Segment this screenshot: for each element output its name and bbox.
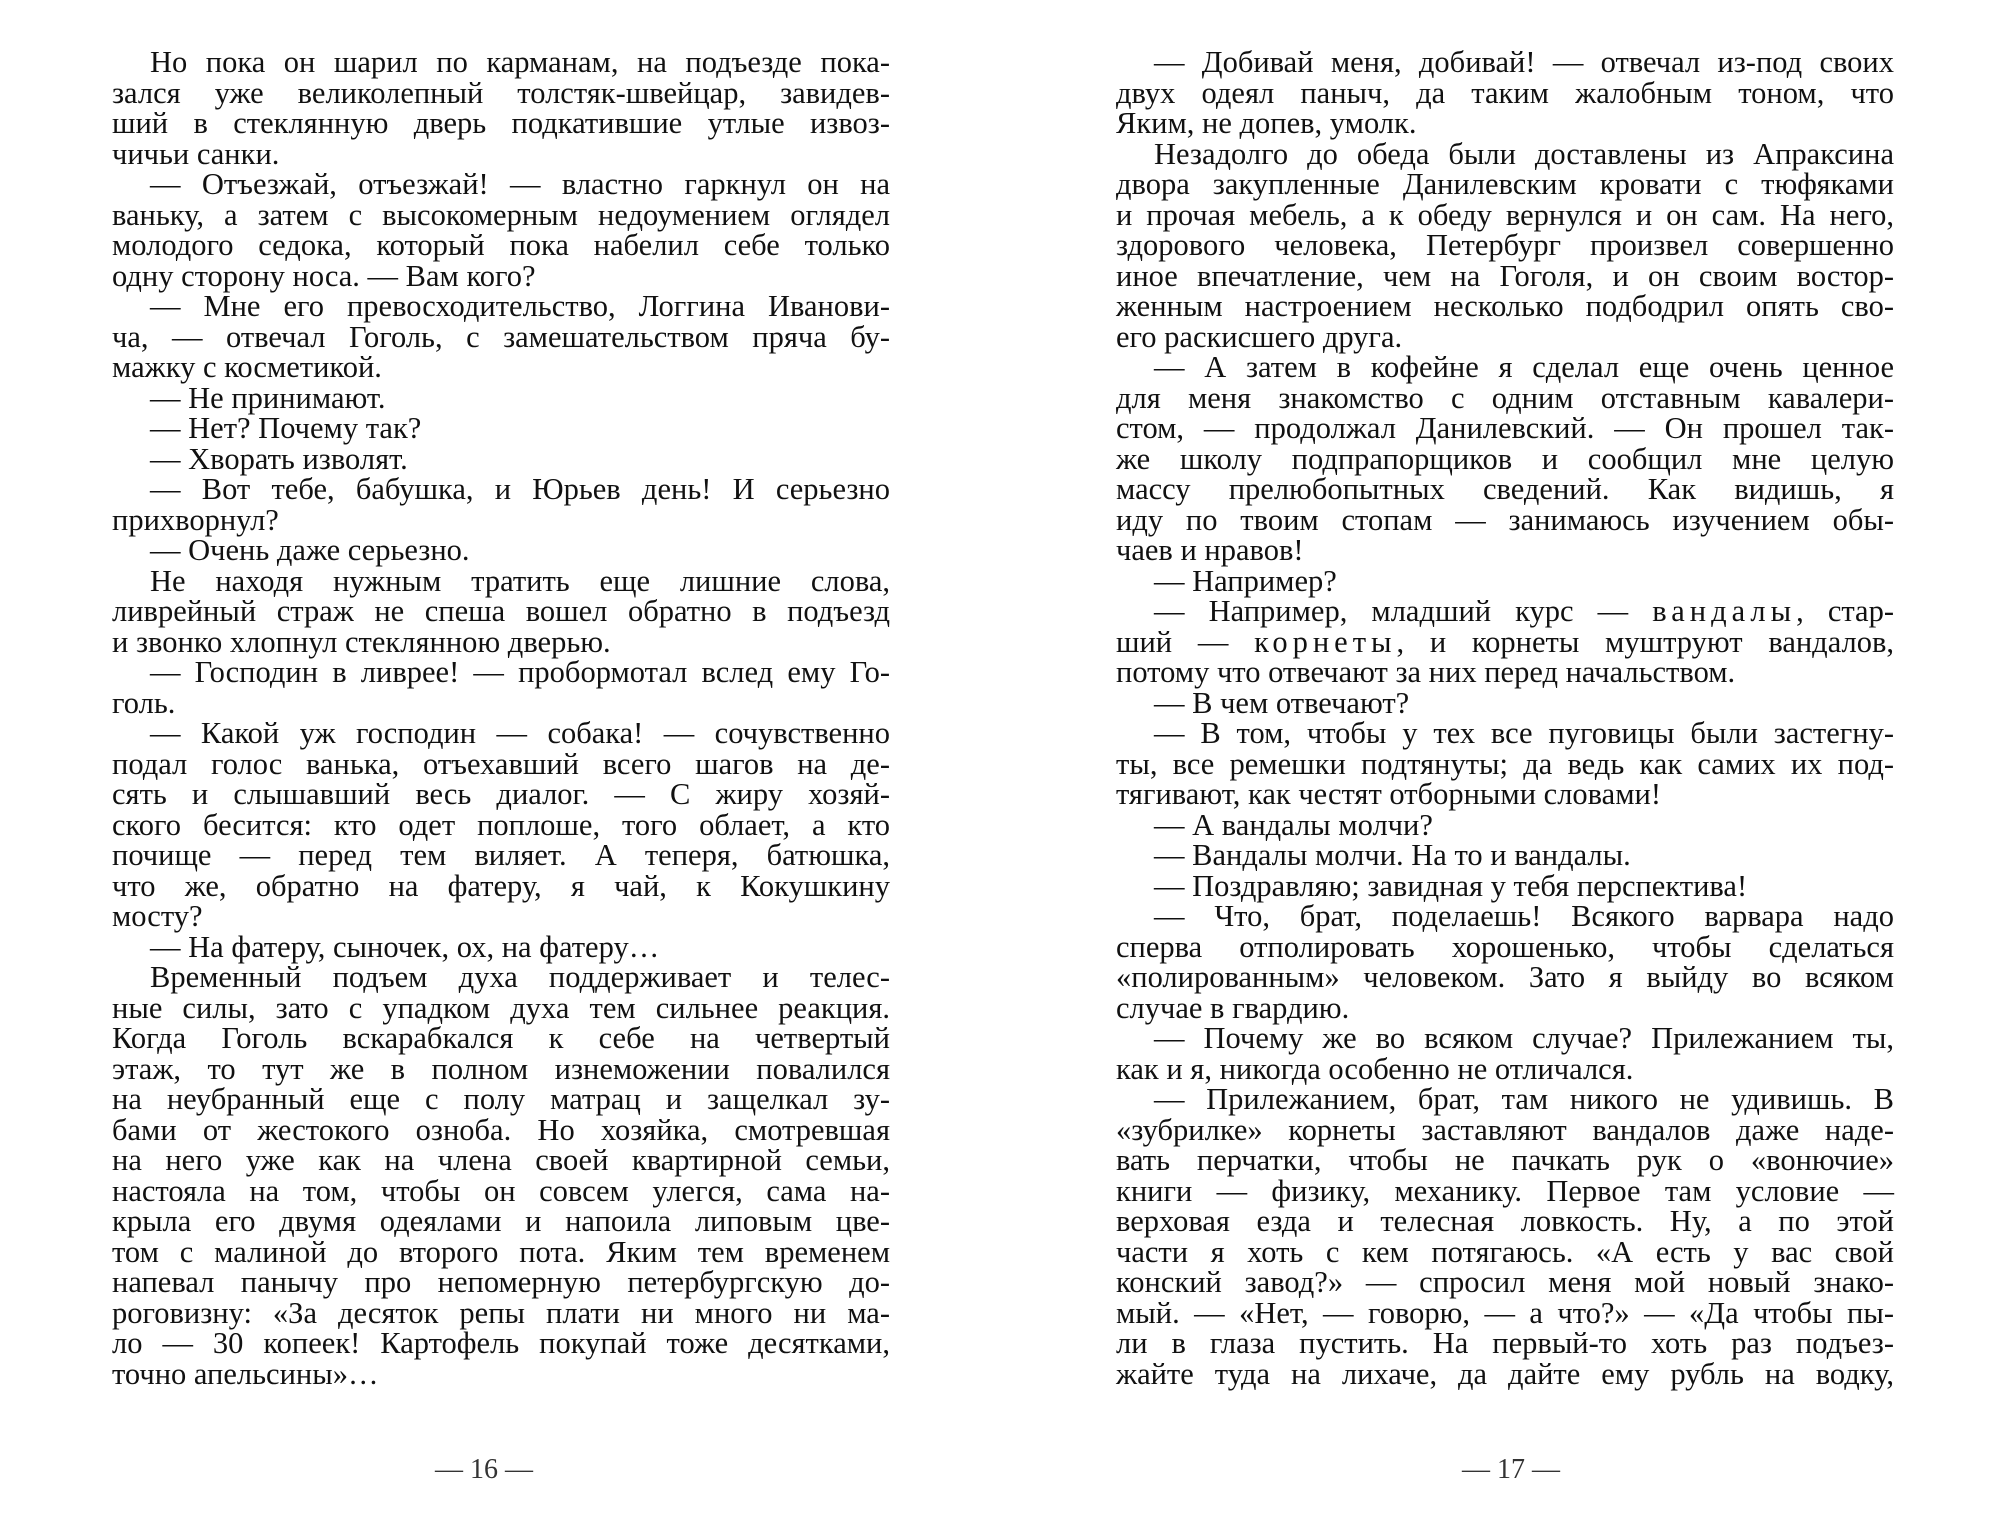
text-line: — Поздравляю; завидная у тебя перспектива!	[1154, 868, 1748, 903]
text-line: — Что, брат, поделаешь! Всякого варвара надо	[1154, 899, 1894, 933]
text-line: молодого седока, который пока набелил себе только	[112, 228, 890, 262]
text-line: — Вот тебе, бабушка, и Юрьев день! И серьезно	[150, 472, 890, 506]
text-line: ло — 30 копеек! Картофель покупай тоже десятками,	[112, 1326, 890, 1360]
text-line: части я хоть с кем потягаюсь. «А есть у вас свой	[1116, 1234, 1894, 1269]
text-line: ший — корнеты, и корнеты муштруют вандалов,	[1116, 624, 1894, 659]
text-line: Яким, не допев, умолк.	[1116, 106, 1417, 140]
text-line: на неубранный еще с полу матрац и защелкал зу-	[112, 1082, 890, 1116]
text-line: одну сторону носа. — Вам кого?	[112, 258, 536, 293]
text-line: подал голос ванька, отъехавший всего шагов на де-	[112, 746, 890, 781]
text-line: — В том, чтобы у тех все пуговицы были застегну-	[1154, 716, 1894, 750]
text-line: «полированным» человеком. Зато я выйду во всяком	[1116, 960, 1894, 994]
text-line: — В чем отвечают?	[1154, 685, 1410, 720]
text-line: иное впечатление, чем на Гоголя, и он своим востор-	[1116, 258, 1894, 293]
text-line: бами от жестокого озноба. Но хозяйка, смотревшая	[112, 1112, 890, 1147]
spaced-word: корнеты	[1254, 624, 1397, 659]
spaced-word: вандалы	[1652, 594, 1797, 628]
text-line: чаев и нравов!	[1116, 533, 1304, 567]
text-line: — Не принимают.	[150, 380, 386, 415]
text-line: книги — физику, механику. Первое там условие —	[1116, 1173, 1894, 1208]
text-line: сять и слышавший весь диалог. — С жиру хозяй-	[112, 777, 890, 811]
page-number-left: — 16 —	[435, 1454, 533, 1485]
text-line: роговизну: «За десяток репы плати ни много ни ма-	[112, 1295, 890, 1330]
text-line: — Отъезжай, отъезжай! — властно гаркнул он на	[150, 167, 890, 201]
text-line: — Какой уж господин — собака! — сочувственно	[150, 716, 890, 750]
text-line: женным настроением несколько подбодрил опять сво-	[1116, 289, 1894, 323]
text-line: настояла на том, чтобы он совсем улегся, сама на-	[112, 1173, 890, 1208]
text-line: ли в глаза пустить. На первый-то хоть раз подъез-	[1116, 1326, 1894, 1360]
text-line: вать перчатки, чтобы не пачкать рук о «вонючие»	[1116, 1143, 1894, 1177]
text-line: Когда Гоголь вскарабкался к себе на четвертый	[112, 1021, 890, 1055]
text-line: ваньку, а затем с высокомерным недоумением оглядел	[112, 197, 890, 232]
text-line: — Очень даже серьезно.	[150, 533, 470, 567]
text-line: — Господин в ливрее! — пробормотал вслед ему Го-	[150, 655, 890, 689]
page-number-right: — 17 —	[1462, 1454, 1560, 1485]
text-line: ского бесится: кто одет поплоше, того облает, а кто	[112, 807, 890, 842]
text-line: на него уже как на члена своей квартирной семьи,	[112, 1143, 890, 1177]
text-line: ные силы, зато с упадком духа тем сильнее реакция.	[112, 990, 890, 1025]
text-line: — Например, младший курс — вандалы, стар-	[1154, 594, 1894, 628]
text-line: же школу подпрапорщиков и сообщил мне целую	[1116, 441, 1894, 476]
text-line: верховая езда и телесная ловкость. Ну, а по этой	[1116, 1204, 1894, 1238]
text-line: ча, — отвечал Гоголь, с замешательством пряча бу-	[112, 319, 890, 354]
text-line: иду по твоим стопам — занимаюсь изучением обы-	[1116, 502, 1894, 537]
text-line: Временный подъем духа поддерживает и телес-	[150, 960, 890, 994]
left-page	[112, 47, 890, 1389]
text-line: мый. — «Нет, — говорю, — а что?» — «Да чтобы пы-	[1116, 1295, 1894, 1330]
text-line: мажку с косметикой.	[112, 350, 382, 384]
text-line: массу прелюбопытных сведений. Как видишь, я	[1116, 472, 1894, 506]
text-line: что же, обратно на фатеру, я чай, к Кокушкину	[112, 868, 890, 903]
text-line: ливрейный страж не спеша вошел обратно в подъезд	[112, 594, 890, 628]
text-line: том с малиной до второго пота. Яким тем временем	[112, 1234, 890, 1269]
text-line: этаж, то тут же в полном изнеможении повалился	[112, 1051, 890, 1086]
text-line: тягивают, как честят отборными словами!	[1116, 777, 1661, 811]
text-line: почище — перед тем виляет. А теперя, батюшка,	[112, 838, 890, 872]
text-line: — Почему же во всяком случае? Прилежанием ты,	[1154, 1021, 1894, 1055]
text-line: — Добивай меня, добивай! — отвечал из-под своих	[1154, 45, 1894, 79]
text-line: здорового человека, Петербург произвел совершенно	[1116, 228, 1894, 262]
text-line: Не находя нужным тратить еще лишние слова,	[150, 563, 890, 598]
text-line: — А затем в кофейне я сделал еще очень ценное	[1154, 350, 1894, 384]
text-line: жайте туда на лихаче, да дайте ему рубль на водку,	[1116, 1356, 1894, 1391]
text-line: как и я, никогда особенно не отличался.	[1116, 1051, 1634, 1086]
text-line: — Прилежанием, брат, там никого не удивишь. В	[1154, 1082, 1894, 1116]
text-line: — Вандалы молчи. На то и вандалы.	[1154, 838, 1631, 872]
text-line: — Нет? Почему так?	[150, 411, 422, 445]
text-line: и звонко хлопнул стеклянною дверью.	[112, 624, 611, 659]
text-line: Незадолго до обеда были доставлены из Апраксина	[1154, 136, 1894, 171]
text-line: ший в стеклянную дверь подкатившие утлые извоз-	[112, 106, 890, 140]
text-line: — Мне его превосходительство, Логгина Иванови-	[150, 289, 890, 323]
text-line: «зубрилке» корнеты заставляют вандалов даже наде-	[1116, 1112, 1894, 1147]
text-line: и прочая мебель, а к обеду вернулся и он сам. На него,	[1116, 197, 1894, 232]
text-line: стом, — продолжал Данилевский. — Он прошел так-	[1116, 411, 1894, 445]
text-line: — Хворать изволят.	[150, 441, 408, 476]
text-line: двора закупленные Данилевским кровати с тюфяками	[1116, 167, 1894, 201]
text-line: двух одеял паныч, да таким жалобным тоном, что	[1116, 75, 1894, 110]
text-line: — Например?	[1154, 563, 1337, 598]
text-line: точно апельсины»…	[112, 1356, 379, 1391]
text-line: его раскисшего друга.	[1116, 319, 1403, 354]
text-line: зался уже великолепный толстяк-швейцар, завидев-	[112, 75, 890, 110]
text-line: ты, все ремешки подтянуты; да ведь как самих их под-	[1116, 746, 1894, 781]
text-line: мосту?	[112, 899, 203, 933]
text-line: — На фатеру, сыночек, ох, на фатеру…	[150, 929, 660, 964]
text-line: прихворнул?	[112, 502, 279, 537]
right-page	[1116, 47, 1894, 1389]
text-line: чичьи санки.	[112, 136, 280, 171]
text-line: Но пока он шарил по карманам, на подъезде пока-	[150, 45, 890, 79]
text-line: крыла его двумя одеялами и напоила липовым цве-	[112, 1204, 890, 1238]
text-line: конский завод?» — спросил меня мой новый знако-	[1116, 1265, 1894, 1299]
text-line: потому что отвечают за них перед начальством.	[1116, 655, 1736, 689]
text-line: голь.	[112, 685, 176, 720]
text-line: для меня знакомство с одним отставным кавалери-	[1116, 380, 1894, 415]
text-line: сперва отполировать хорошенько, чтобы сделаться	[1116, 929, 1894, 964]
text-line: напевал панычу про непомерную петербургскую до-	[112, 1265, 890, 1299]
text-line: — А вандалы молчи?	[1154, 807, 1433, 842]
text-line: случае в гвардию.	[1116, 990, 1350, 1025]
